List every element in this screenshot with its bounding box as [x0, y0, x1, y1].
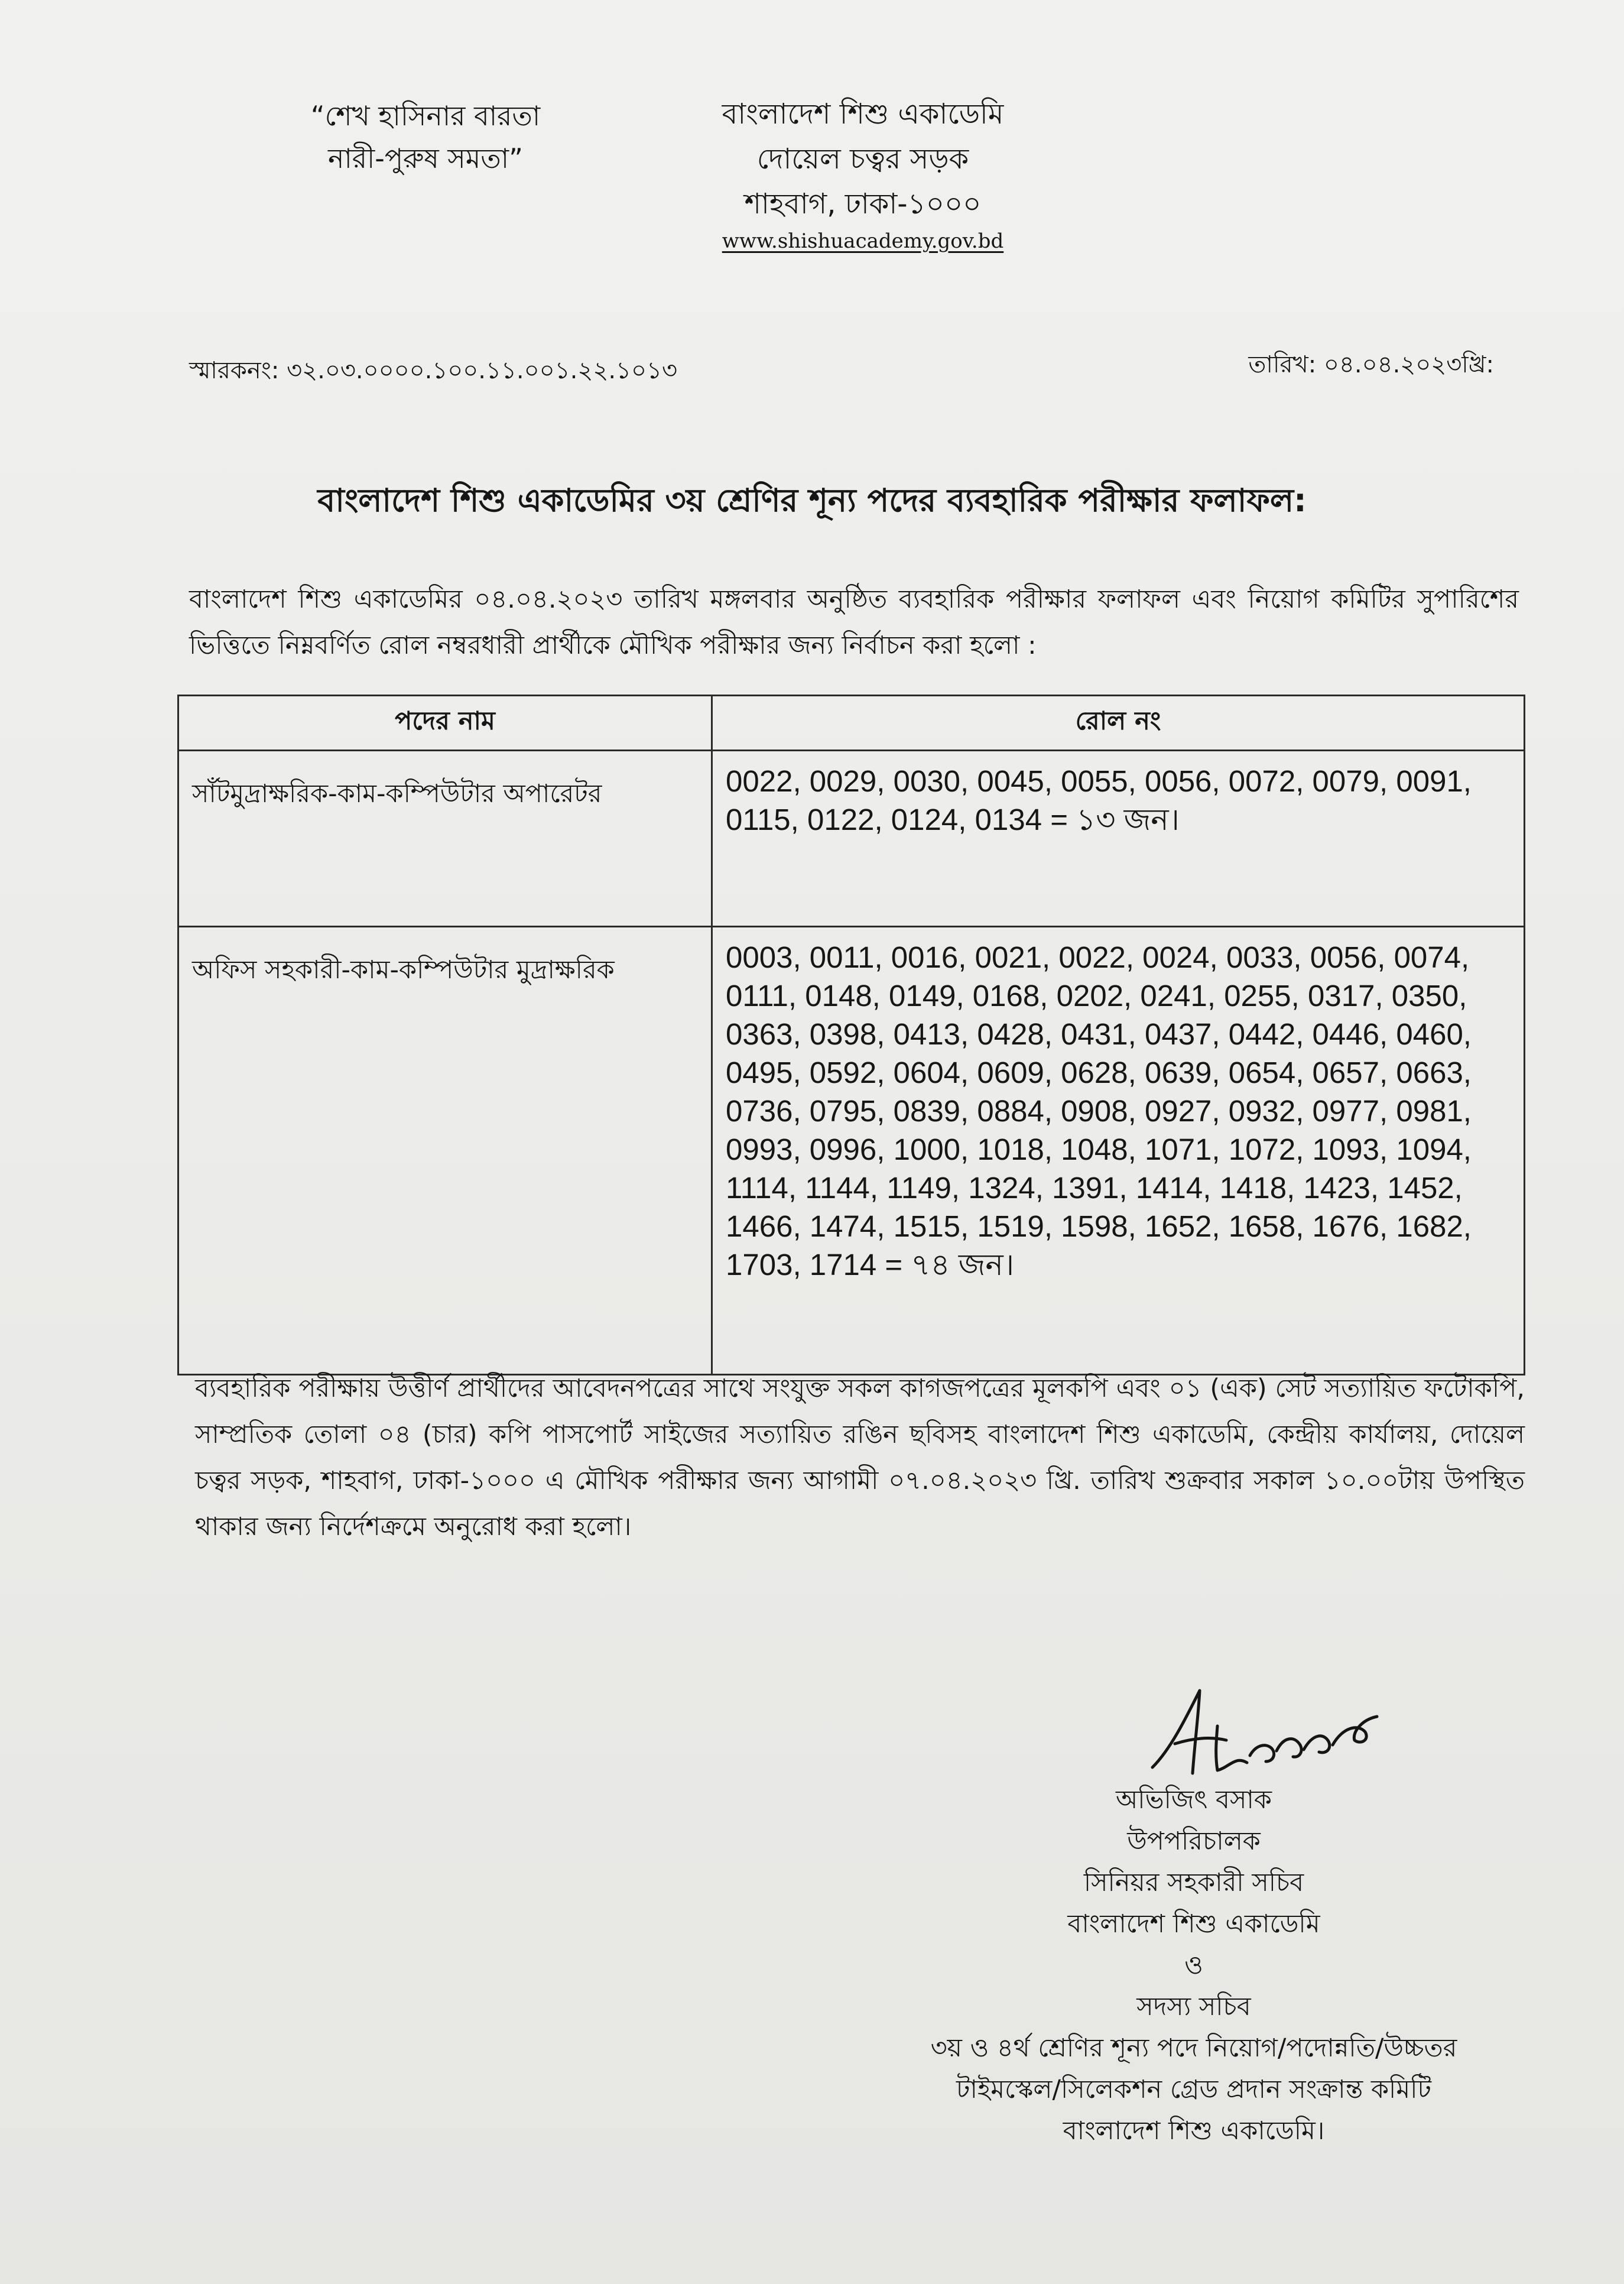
roll-numbers-cell: 0003, 0011, 0016, 0021, 0022, 0024, 0033, 0056, 0074, 0111, 0148, 0149, 0168, 0202, 0241, 0255, 0317, 0350, 0363, 0398, 0413, 0428, 0431, 0437, 0442, 0446, 0460, 0495, 0592, 0604, 0609, 0628, 0639, 0654, 0657, 0663, 0736, 0795, 0839, 0884, 0908, 0927, 0932, 0977, 0981, 0993, 0996, 1000, 1018, 1048, 1071, 1072, 1093, 1094, 1114, 1144, 1149, 1324, 1391, 1414, 1418, 1423, 1452, 1466, 1474, 1515, 1519, 1598, 1652, 1658, 1676, 1682, 1703, 1714 = ৭৪ জন। [712, 927, 1525, 1375]
signatory-designation-3: সদস্য সচিব [1136, 1992, 1251, 2022]
signatory-name: অভিজিৎ বসাক [1116, 1785, 1272, 1815]
intro-paragraph: বাংলাদেশ শিশু একাডেমির ০৪.০৪.২০২৩ তারিখ মঙ্গলবার অনুষ্ঠিত ব্যবহারিক পরীক্ষার ফলাফল এবং নিয়োগ কমিটির সুপারিশের ভিত্তিতে নিম্নবর্ণিত রোল নম্বরধারী প্রার্থীকে মৌখিক পরীক্ষার জন্য নির্বাচন করা হলো : [189, 585, 1519, 660]
org-name: বাংলাদেশ শিশু একাডেমি [722, 98, 1004, 131]
memo-number: স্মারকনং: ৩২.০৩.০০০০.১০০.১১.০০১.২২.১০১৩ [189, 357, 677, 384]
motto [290, 95, 561, 180]
column-header-roll: রোল নং [712, 696, 1525, 751]
signatory-designation-2: সিনিয়র সহকারী সচিব [1083, 1868, 1304, 1897]
instruction-paragraph: ব্যবহারিক পরীক্ষায় উত্তীর্ণ প্রার্থীদের আবেদনপত্রের সাথে সংযুক্ত সকল কাগজপত্রের মূলকপি এবং ০১ (এক) সেট সত্যায়িত ফটোকপি, সাম্প্রতিক তোলা ০৪ (চার) কপি পাসপোর্ট সাইজের সত্যায়িত রঙিন ছবিসহ বাংলাদেশ শিশু একাডেমি, কেন্দ্রীয় কার্যালয়, দোয়েল চত্বর সড়ক, শাহবাগ, ঢাকা-১০০০ এ মৌখিক পরীক্ষার জন্য আগামী ০৭.০৪.২০২৩ খ্রি. তারিখ শুক্রবার সকাল ১০.০০টায় উপস্থিত থাকার জন্য নির্দেশক্রমে অনুরোধ করা হলো। [195, 1374, 1525, 1542]
post-name-cell: সাঁটমুদ্রাক্ষরিক-কাম-কম্পিউটার অপারেটর [178, 751, 712, 927]
roll-numbers-cell: 0022, 0029, 0030, 0045, 0055, 0056, 0072, 0079, 0091, 0115, 0122, 0124, 0134 = ১৩ জন। [712, 751, 1525, 927]
committee-line-2: টাইমস্কেল/সিলেকশন গ্রেড প্রদান সংক্রান্ত কমিটি [956, 2075, 1431, 2104]
column-header-post: পদের নাম [178, 696, 712, 751]
signatory-designation-1: উপপরিচালক [1127, 1826, 1261, 1856]
organization-header [680, 92, 1046, 256]
org-city: শাহবাগ, ঢাকা-১০০০ [744, 187, 982, 220]
org-street: দোয়েল চত্বর সড়ক [756, 142, 969, 176]
signatory-and: ও [1184, 1951, 1203, 1980]
committee-org: বাংলাদেশ শিশু একাডেমি। [1063, 2116, 1325, 2146]
committee-line-1: ৩য় ও ৪র্থ শ্রেণির শূন্য পদে নিয়োগ/পদোন্নতি/উচ্চতর [930, 2033, 1457, 2063]
signatory-org: বাংলাদেশ শিশু একাডেমি [1067, 1909, 1320, 1939]
results-table [177, 695, 1525, 1375]
org-website-link[interactable]: www.shishuacademy.gov.bd [722, 229, 1004, 253]
motto-line-2: নারী-পুরুষ সমতা” [328, 142, 523, 174]
table-row [178, 927, 1525, 1375]
notice-title: বাংলাদেশ শিশু একাডেমির ৩য় শ্রেণির শূন্য পদের ব্যবহারিক পরীক্ষার ফলাফল: [317, 482, 1307, 519]
motto-line-1: “শেখ হাসিনার বারতা [310, 100, 541, 132]
table-row [178, 751, 1525, 927]
post-name-cell: অফিস সহকারী-কাম-কম্পিউটার মুদ্রাক্ষরিক [178, 927, 712, 1375]
issue-date: তারিখ: ০৪.০৪.২০২৩খ্রি: [1248, 351, 1494, 378]
signatory-block [886, 1779, 1501, 2152]
table-header-row [178, 696, 1525, 751]
